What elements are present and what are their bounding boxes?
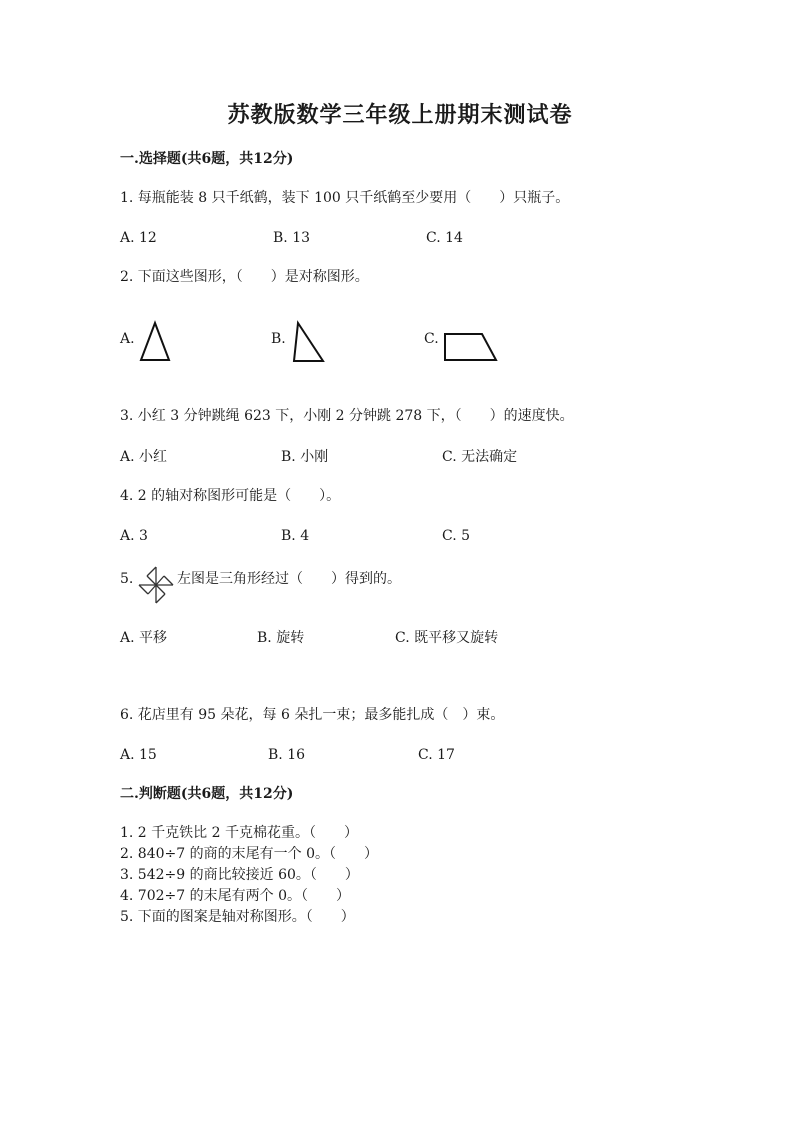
option-c: C. — [424, 331, 439, 347]
question-number: 5. — [120, 571, 134, 587]
judgement-item: 4. 702÷7 的末尾有两个 0。（ ） — [120, 888, 350, 904]
option-c: C. 无法确定 — [442, 449, 518, 465]
page-title: 苏教版数学三年级上册期末测试卷 — [227, 102, 573, 128]
section-heading-choice: 一.选择题(共6题，共12分) — [120, 151, 294, 167]
question-stem: 4. 2 的轴对称图形可能是（ ）。 — [120, 488, 341, 504]
judgement-item: 2. 840÷7 的商的末尾有一个 0。（ ） — [120, 846, 378, 862]
option-b: B. 旋转 — [257, 630, 305, 646]
pinwheel-icon — [137, 564, 175, 606]
question-stem: 6. 花店里有 95 朵花，每 6 朵扎一束；最多能扎成（ ）束。 — [120, 707, 505, 723]
option-a: A. 3 — [120, 528, 148, 544]
option-b: B. 4 — [281, 528, 310, 544]
option-c: C. 17 — [418, 747, 455, 763]
option-c: C. 既平移又旋转 — [395, 630, 499, 646]
question-stem: 左图是三角形经过（ ）得到的。 — [177, 571, 401, 587]
question-stem: 3. 小红 3 分钟跳绳 623 下，小刚 2 分钟跳 278 下，（ ）的速度快。 — [120, 408, 574, 424]
isosceles-triangle-icon — [138, 320, 178, 364]
option-c: C. 14 — [426, 230, 463, 246]
option-b: B. 小刚 — [281, 449, 329, 465]
judgement-item: 5. 下面的图案是轴对称图形。（ ） — [120, 909, 355, 925]
option-c: C. 5 — [442, 528, 471, 544]
scalene-triangle-icon — [288, 320, 328, 364]
option-a: A. 15 — [120, 747, 157, 763]
option-b: B. 16 — [268, 747, 306, 763]
option-a: A. 12 — [120, 230, 157, 246]
option-a: A. — [120, 331, 135, 347]
option-b: B. — [271, 331, 286, 347]
question-stem: 1. 每瓶能装 8 只千纸鹤，装下 100 只千纸鹤至少要用（ ）只瓶子。 — [120, 190, 570, 206]
trapezoid-icon — [441, 330, 501, 364]
judgement-item: 1. 2 千克铁比 2 千克棉花重。（ ） — [120, 825, 358, 841]
option-a: A. 小红 — [120, 449, 168, 465]
option-b: B. 13 — [273, 230, 311, 246]
option-a: A. 平移 — [120, 630, 168, 646]
judgement-item: 3. 542÷9 的商比较接近 60。（ ） — [120, 867, 359, 883]
section-heading-judgement: 二.判断题(共6题，共12分) — [120, 786, 294, 802]
question-stem: 2. 下面这些图形，（ ）是对称图形。 — [120, 269, 369, 285]
